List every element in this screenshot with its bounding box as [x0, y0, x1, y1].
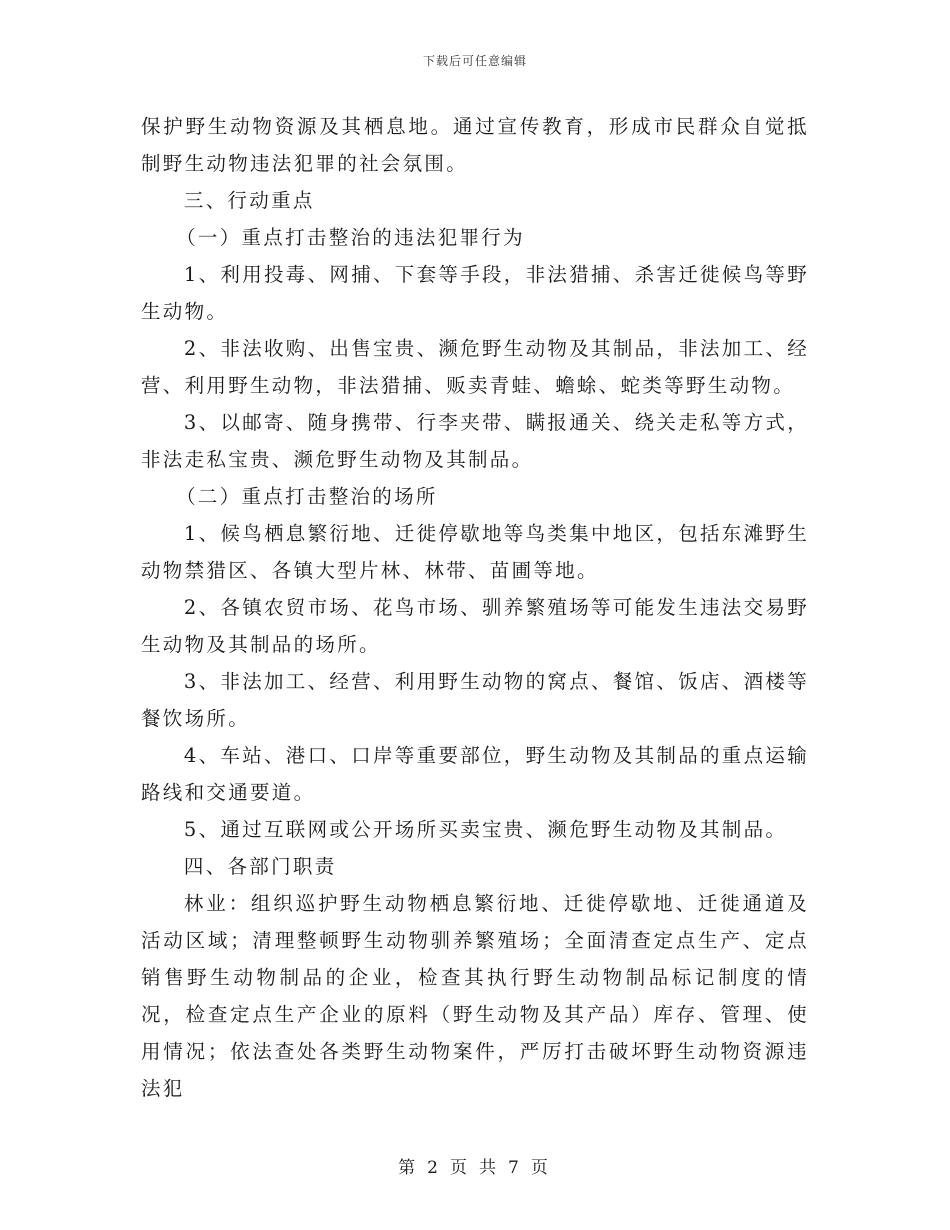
paragraph: 3、以邮寄、随身携带、行李夹带、瞒报通关、绕关走私等方式，非法走私宝贵、濒危野生动物及其制品。 [141, 411, 809, 471]
section-heading: 三、行动重点 [183, 189, 315, 212]
section-heading: 四、各部门职责 [183, 855, 337, 878]
paragraph: 5、通过互联网或公开场所买卖宝贵、濒危野生动物及其制品。 [183, 818, 788, 841]
footer-suffix: 页 [530, 1158, 552, 1178]
footer-current-page: 2 [427, 1158, 442, 1178]
subsection-heading: （二）重点打击整治的场所 [176, 485, 438, 508]
document-body [141, 108, 809, 1107]
subsection-heading: （一）重点打击整治的违法犯罪行为 [176, 226, 525, 249]
paragraph: 林业：组织巡护野生动物栖息繁衍地、迁徙停歇地、迁徙通道及活动区域；清理整顿野生动物驯养繁殖场；全面清查定点生产、定点销售野生动物制品的企业，检查其执行野生动物制品标记制度的情况，检查定点生产企业的原料（野生动物及其产品）库存、管理、使用情况；依法查处各类野生动物案件，严厉打击破坏野生动物资源违法犯 [141, 892, 809, 1100]
footer-page-word: 页 [450, 1158, 471, 1178]
paragraph: 2、非法收购、出售宝贵、濒危野生动物及其制品，非法加工、经营、利用野生动物，非法猎捕、贩卖青蛙、蟾蜍、蛇类等野生动物。 [141, 337, 809, 397]
header-note: 下载后可任意编辑 [422, 54, 527, 68]
footer-prefix: 第 [398, 1158, 420, 1178]
paragraph: 3、非法加工、经营、利用野生动物的窝点、餐馆、饭店、酒楼等餐饮场所。 [141, 670, 809, 730]
paragraph: 保护野生动物资源及其栖息地。通过宣传教育，形成市民群众自觉抵制野生动物违法犯罪的社会氛围。 [141, 115, 809, 175]
footer-total-pages: 7 [508, 1158, 523, 1178]
paragraph: 4、车站、港口、口岸等重要部位，野生动物及其制品的重点运输路线和交通要道。 [141, 744, 809, 804]
paragraph: 1、利用投毒、网捕、下套等手段，非法猎捕、杀害迁徙候鸟等野生动物。 [141, 263, 809, 323]
page-footer [0, 1153, 950, 1178]
paragraph: 2、各镇农贸市场、花鸟市场、驯养繁殖场等可能发生违法交易野生动物及其制品的场所。 [141, 596, 809, 656]
paragraph: 1、候鸟栖息繁衍地、迁徙停歇地等鸟类集中地区，包括东滩野生动物禁猎区、各镇大型片林、林带、苗圃等地。 [141, 522, 809, 582]
footer-total-label: 共 [479, 1158, 500, 1178]
